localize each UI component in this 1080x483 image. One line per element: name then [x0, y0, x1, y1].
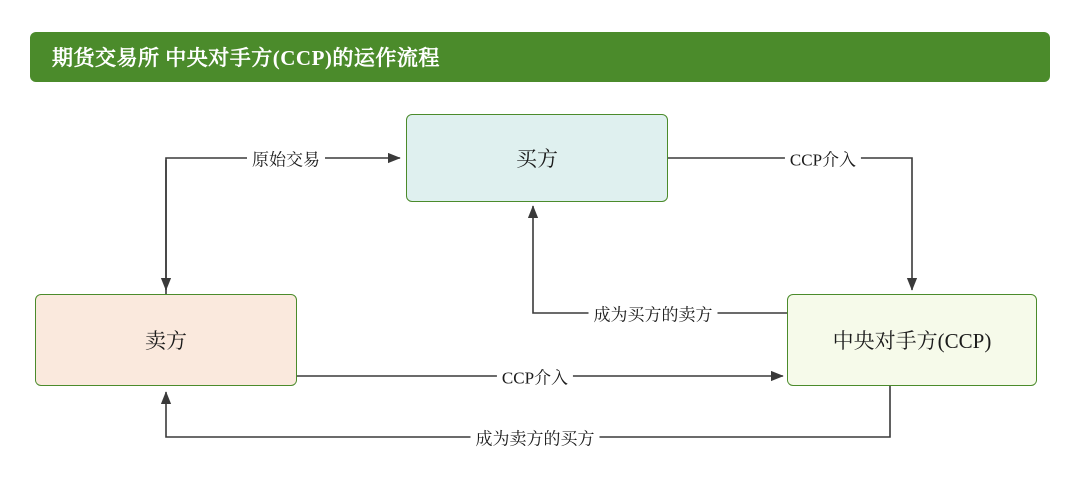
node-buyer-label: 买方 [516, 147, 558, 171]
node-ccp-label: 中央对手方(CCP) [832, 329, 992, 353]
connector-becomes-seller-to-buyer [533, 206, 787, 313]
edge-label-becomes-buyer-of-seller: 成为卖方的买方 [471, 425, 600, 450]
edge-label-original-trade: 原始交易 [247, 146, 325, 171]
node-buyer[interactable] [406, 114, 668, 202]
edge-label-ccp-intervene-top: CCP介入 [785, 146, 861, 171]
connector-ccp-intervene-top [668, 158, 912, 290]
page-title: 期货交易所 中央对手方(CCP)的运作流程 [52, 46, 440, 70]
connector-original-trade [166, 158, 400, 294]
edge-label-becomes-seller-to-buyer: 成为买方的卖方 [589, 301, 718, 326]
edge-label-ccp-intervene-bottom: CCP介入 [497, 364, 573, 389]
node-seller[interactable] [35, 294, 297, 386]
node-seller-label: 卖方 [145, 329, 187, 353]
node-ccp[interactable] [787, 294, 1037, 386]
